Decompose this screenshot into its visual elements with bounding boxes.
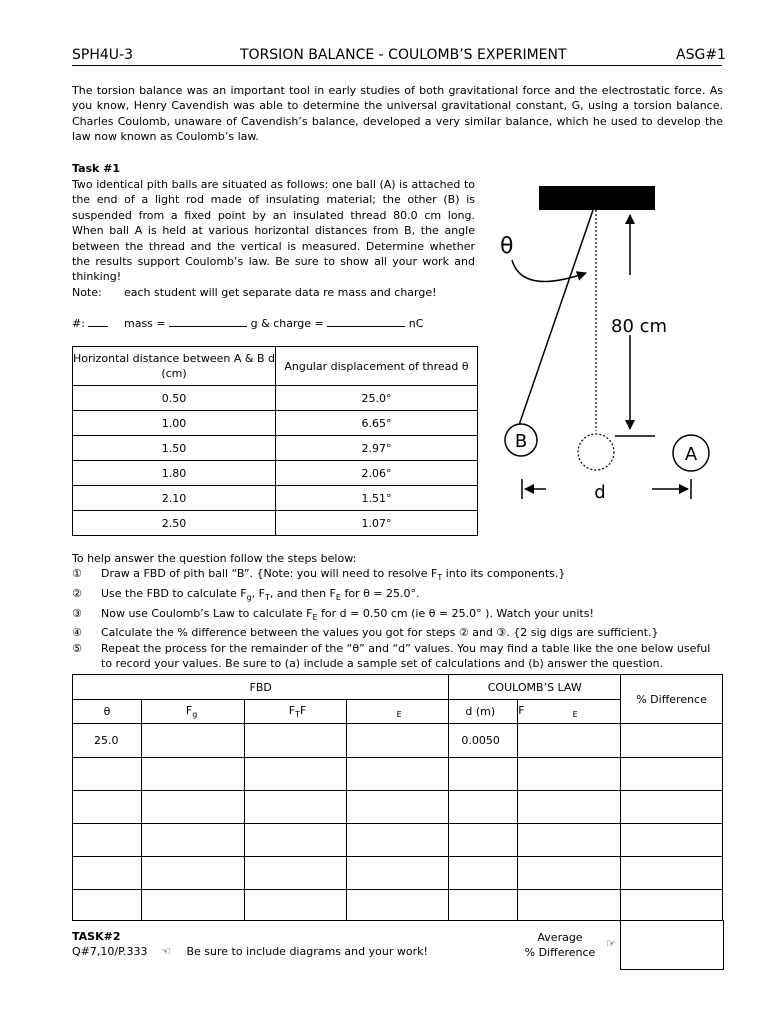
empty-cell <box>244 724 346 758</box>
step-1-tail: into its components.} <box>442 567 566 581</box>
pct-difference-header: % Difference <box>621 675 723 724</box>
col-ft-tail: F <box>299 703 307 717</box>
angle-cell: 1.51° <box>276 486 478 511</box>
group-header-row <box>73 675 723 700</box>
col-fg-sub: g <box>192 710 198 720</box>
task2-text: Be sure to include diagrams and your work! <box>186 945 428 958</box>
thread-line <box>518 210 593 428</box>
results-table <box>72 674 723 921</box>
coulomb-group-header: COULOMB’S LAW <box>449 675 621 700</box>
pointer-right-icon: ☞ <box>606 937 616 950</box>
step-2-number: ② <box>72 587 82 600</box>
step-3-sub: E <box>312 612 318 622</box>
step-2-sub-e: E <box>335 593 341 603</box>
table-row <box>73 824 723 857</box>
empty-cell <box>141 724 244 758</box>
step-5 <box>72 641 724 672</box>
ball-a-label: A <box>684 444 698 465</box>
step-2-tail: for θ = 25.0°. <box>340 587 420 600</box>
table-row <box>73 436 478 461</box>
mass-label: mass = <box>124 317 166 330</box>
col-header-distance: Horizontal distance between A & B d (cm) <box>73 347 276 386</box>
distance-cell: 0.50 <box>73 386 276 411</box>
empty-cell <box>621 724 723 758</box>
table-row <box>73 411 478 436</box>
angle-cell: 25.0° <box>276 386 478 411</box>
table-row <box>73 758 723 791</box>
steps-section <box>72 551 724 671</box>
step-2-sub-g: g <box>246 593 252 603</box>
step-2-text: Use the FBD to calculate F <box>101 587 247 600</box>
step-1-sub: T <box>437 573 443 583</box>
average-label-line2: % Difference <box>524 946 596 960</box>
assignment-number: ASG#1 <box>676 47 726 63</box>
col-fe-sub: E <box>396 710 402 720</box>
table-row <box>73 857 723 890</box>
step-4-number: ④ <box>72 626 82 640</box>
mass-unit-label: g & charge = <box>250 317 324 330</box>
charge-unit: nC <box>408 317 424 330</box>
steps-intro: To help answer the question follow the steps below: <box>72 552 357 565</box>
step-2-sub-t: T <box>264 593 270 603</box>
hash-blank <box>88 326 108 327</box>
step-2 <box>72 586 724 606</box>
col-ft-label: F <box>288 703 296 717</box>
step-3-text: Now use Coulomb’s Law to calculate F <box>101 606 313 620</box>
d-label: d <box>594 482 606 503</box>
distance-cell: 1.80 <box>73 461 276 486</box>
mass-charge-line <box>124 317 423 330</box>
support-bar <box>539 186 655 210</box>
hash-label: #: <box>72 317 85 330</box>
angle-cell: 6.65° <box>276 411 478 436</box>
step-3 <box>72 606 724 626</box>
step-1-number: ① <box>72 567 82 581</box>
distance-cell: 1.00 <box>73 411 276 436</box>
table-row <box>73 386 478 411</box>
step-4 <box>72 625 724 640</box>
task2-reference: Q#7,10/P.333 <box>72 945 148 958</box>
average-label-line1: Average <box>537 931 583 944</box>
intro-paragraph: The torsion balance was an important tool in early studies of both gravitational force and the electrostatic force. As you know, Henry Cavendish was able to determine the universal gravitational constant, G, using a torsion balance. Charles Coulomb, unaware of Cavendish’s balance, developed a very similar balance, which he used to develop the law now known as Coulomb’s law. <box>72 84 723 144</box>
task2-line <box>72 945 428 958</box>
col-fe2-label: F <box>518 703 525 717</box>
average-label <box>510 930 610 961</box>
step-3-number: ③ <box>72 606 82 620</box>
angle-cell: 2.06° <box>276 461 478 486</box>
rest-position-ball <box>578 434 614 470</box>
col-ft-sub: T <box>295 710 300 720</box>
step-4-text: Calculate the % difference between the values you got for steps ② and ③. {2 sig digs are sufficient.} <box>101 626 659 640</box>
step-2-mid2: , and then F <box>269 587 336 600</box>
angle-cell: 1.07° <box>276 511 478 536</box>
course-code: SPH4U-3 <box>72 47 133 63</box>
col-fg <box>141 700 244 724</box>
note-text: each student will get separate data re mass and charge! <box>124 286 437 299</box>
table-row <box>73 461 478 486</box>
note-label: Note: <box>72 286 102 299</box>
step-5-text: Repeat the process for the remainder of the “θ” and “d” values. You may find a table like the one below useful to record your values. Be sure to (a) include a sample set of calculations and (b) answer the question. <box>101 641 711 670</box>
theta-cell: 25.0 <box>73 724 142 758</box>
charge-blank <box>327 326 405 327</box>
col-fe <box>346 700 449 724</box>
document-title: TORSION BALANCE - COULOMB’S EXPERIMENT <box>240 47 567 63</box>
d-cell: 0.0050 <box>449 724 518 758</box>
distance-cell: 1.50 <box>73 436 276 461</box>
task2-title: TASK#2 <box>72 930 121 943</box>
task1-text: Two identical pith balls are situated as follows: one ball (A) is attached to the end of a light rod made of insulating material; the other (B) is suspended from a fixed point by an insulated thread 80.0 cm long. When ball A is held at various horizontal distances from B, the angle between the thread and the vertical is measured. Determine whether the results support Coulomb’s law. Be sure to show all your work and thinking! <box>72 178 475 284</box>
ball-b-label: B <box>514 431 528 452</box>
step-1 <box>72 566 724 586</box>
empty-cell <box>346 724 449 758</box>
table-row <box>73 511 478 536</box>
step-2-mid1: , F <box>251 587 265 600</box>
data-table <box>72 346 478 536</box>
table-row <box>73 791 723 824</box>
torsion-diagram <box>480 175 730 515</box>
length-label: 80 cm <box>611 316 668 337</box>
mass-blank <box>169 326 247 327</box>
col-theta: θ <box>73 700 142 724</box>
col-fg-label: F <box>185 703 193 717</box>
step-3-tail: for d = 0.50 cm (ie θ = 25.0° ). Watch your units! <box>317 606 594 620</box>
hash-line <box>72 317 108 330</box>
table-row <box>73 890 723 921</box>
theta-label: θ <box>500 234 514 259</box>
task1-title: Task #1 <box>72 162 121 175</box>
distance-cell: 2.50 <box>73 511 276 536</box>
step-1-text: Draw a FBD of pith ball “B”. {Note: you will need to resolve F <box>101 567 438 581</box>
col-header-angle: Angular displacement of thread θ <box>276 347 478 386</box>
fbd-group-header: FBD <box>73 675 449 700</box>
col-d: d (m) <box>449 700 518 724</box>
step-5-number: ⑤ <box>72 641 82 655</box>
header-rule <box>72 65 722 66</box>
distance-cell: 2.10 <box>73 486 276 511</box>
col-fe2 <box>518 700 621 724</box>
table-row <box>73 724 723 758</box>
col-ft <box>244 700 346 724</box>
empty-cell <box>518 724 621 758</box>
table-row <box>73 486 478 511</box>
col-fe2-sub: E <box>572 710 578 720</box>
average-difference-box <box>620 920 724 970</box>
pointer-left-icon: ☜ <box>161 945 171 958</box>
angle-cell: 2.97° <box>276 436 478 461</box>
